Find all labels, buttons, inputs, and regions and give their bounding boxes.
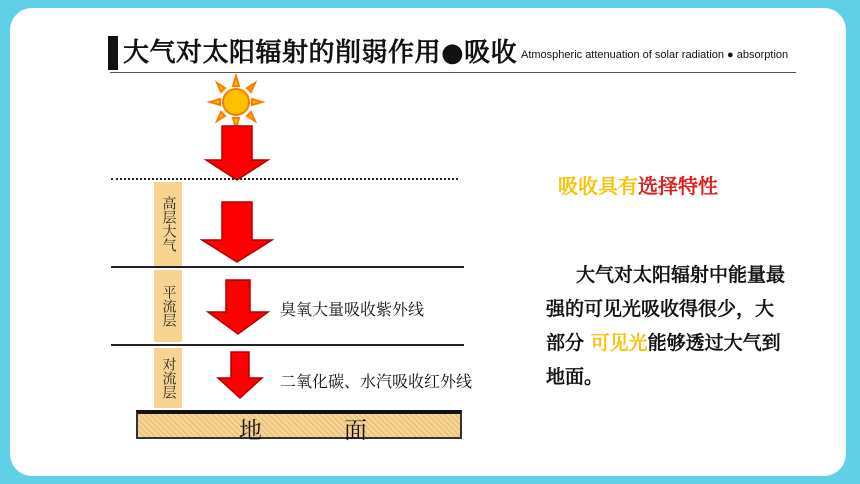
page-subtitle-english: Atmospheric attenuation of solar radiation ● absorption <box>521 49 789 61</box>
paragraph-highlight: 可见光 <box>590 332 648 354</box>
tropopause-line <box>111 344 464 346</box>
ground-label-right: 面 <box>344 418 367 444</box>
explanation-paragraph <box>546 258 786 394</box>
headline-part-1: 吸收具有 <box>558 174 638 198</box>
ozone-absorption-note: 臭氧大量吸收紫外线 <box>280 300 425 319</box>
radiation-arrow <box>208 280 268 334</box>
radiation-arrow <box>218 352 262 398</box>
page-title: 大气对太阳辐射的削弱作用●吸收 <box>123 38 518 68</box>
paragraph-text-2: 能够透过大气到地面。 <box>546 332 781 388</box>
headline-part-2: 选择特性 <box>638 174 718 198</box>
stratopause-line <box>111 266 464 268</box>
layer-label-upper-atmosphere: 高层大气 <box>154 182 182 266</box>
co2-water-absorption-note: 二氧化碳、水汽吸收红外线 <box>280 372 473 391</box>
radiation-arrow <box>202 202 272 262</box>
sun-icon <box>210 76 262 128</box>
layer-label-troposphere: 对流层 <box>154 348 182 408</box>
selective-absorption-headline <box>558 170 718 199</box>
ground-surface <box>136 410 462 439</box>
atmosphere-top-boundary <box>111 178 458 180</box>
paragraph-text-1: 大气对太阳辐射中能量最强的可见光吸收得很少，大部分 <box>546 264 786 354</box>
layer-label-stratosphere: 平流层 <box>154 270 182 342</box>
slide <box>10 8 846 476</box>
radiation-arrow <box>206 126 268 180</box>
radiation-diagram <box>10 8 846 476</box>
ground-label-left: 地 <box>239 418 262 444</box>
